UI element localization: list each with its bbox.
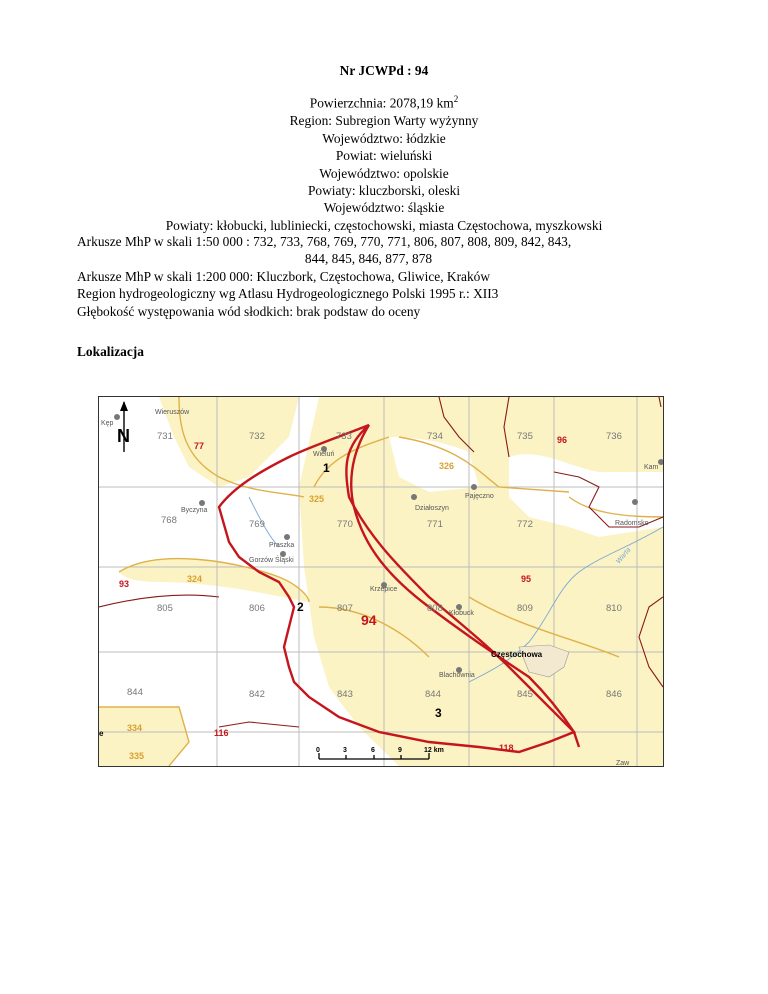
sheet-734: 734 bbox=[427, 431, 443, 442]
county-line-2: Powiaty: kluczborski, oleski bbox=[307, 182, 461, 198]
boundary-point-3: 3 bbox=[435, 706, 442, 720]
mhp-200k-line: Arkusze MhP w skali 1:200 000: Kluczbork, Częstochowa, Gliwice, Kraków bbox=[77, 268, 491, 284]
region-334: 334 bbox=[127, 723, 143, 733]
scale-label-12km: 12 km bbox=[424, 747, 444, 754]
county-line-3: Powiaty: kłobucki, lubliniecki, częstochowski, miasta Częstochowa, myszkowski bbox=[165, 217, 603, 233]
voivodeship-line-2: Województwo: opolskie bbox=[319, 165, 449, 181]
town-pajeczno: Pajęczno bbox=[465, 493, 494, 500]
town-byczyna: Byczyna bbox=[181, 507, 208, 514]
town-radomsko: Radomsko bbox=[615, 520, 649, 527]
voivodeship-line-3: Województwo: śląskie bbox=[323, 200, 445, 216]
aquifer-zone-east bbox=[299, 397, 663, 766]
sheet-733: 733 bbox=[336, 431, 352, 442]
area-superscript: 2 bbox=[453, 94, 459, 105]
area-line bbox=[0, 91, 768, 112]
sheet-808: 808 bbox=[427, 603, 443, 614]
region-93: 93 bbox=[119, 579, 130, 589]
scale-label-9: 9 bbox=[398, 747, 402, 754]
mhp-50k-line-2: 844, 845, 846, 877, 878 bbox=[304, 251, 433, 267]
sheet-768: 768 bbox=[161, 515, 177, 526]
town-klobuck: Kłobuck bbox=[449, 610, 474, 617]
river-warta-label: Warta bbox=[615, 546, 633, 566]
sheet-769: 769 bbox=[249, 519, 265, 530]
region-335: 335 bbox=[129, 751, 145, 761]
location-map bbox=[98, 396, 664, 767]
sheet-806: 806 bbox=[249, 603, 265, 614]
town-kep: Kęp bbox=[101, 420, 114, 427]
sheet-844-west: 844 bbox=[127, 687, 143, 698]
sheet-771: 771 bbox=[427, 519, 443, 530]
boundary-point-2: 2 bbox=[297, 600, 304, 614]
map-canvas bbox=[99, 397, 663, 766]
town-wieruszow: Wieruszów bbox=[155, 409, 190, 416]
boundary-point-1: 1 bbox=[323, 461, 330, 475]
town-wielun: Wieluń bbox=[313, 451, 335, 458]
aquifer-zone-band bbox=[119, 559, 309, 602]
sheet-844: 844 bbox=[425, 689, 441, 700]
scale-label-6: 6 bbox=[371, 747, 375, 754]
town-zaw: Zaw bbox=[616, 760, 630, 766]
hydro-region-line: Region hydrogeologiczny wg Atlasu Hydrogeologicznego Polski 1995 r.: XII3 bbox=[77, 286, 499, 302]
town-praszka: Praszka bbox=[269, 542, 295, 549]
sheet-807: 807 bbox=[337, 603, 353, 614]
sheet-810: 810 bbox=[606, 603, 622, 614]
unit-94-label: 94 bbox=[361, 612, 377, 628]
sheet-843: 843 bbox=[337, 689, 353, 700]
sheet-731: 731 bbox=[157, 431, 173, 442]
sheet-736: 736 bbox=[606, 431, 622, 442]
sheet-846: 846 bbox=[606, 689, 622, 700]
town-blachownia: Blachownia bbox=[439, 672, 475, 679]
sheet-732: 732 bbox=[249, 431, 265, 442]
sheet-735: 735 bbox=[517, 431, 533, 442]
sheet-772: 772 bbox=[517, 519, 533, 530]
north-label: N bbox=[117, 426, 130, 446]
region-line: Region: Subregion Warty wyżynny bbox=[289, 113, 479, 129]
depth-line: Głębokość występowania wód słodkich: brak podstaw do oceny bbox=[77, 303, 421, 319]
document-header bbox=[0, 62, 768, 234]
town-gorzow: Gorzów Śląski bbox=[249, 557, 294, 564]
town-dzialoszyn: Działoszyn bbox=[415, 505, 449, 512]
region-118: 118 bbox=[499, 743, 514, 753]
sheet-842: 842 bbox=[249, 689, 265, 700]
region-326: 326 bbox=[439, 461, 455, 471]
document-title: Nr JCWPd : 94 bbox=[339, 63, 429, 78]
area-label: Powierzchnia: 2078,19 km bbox=[309, 95, 454, 111]
region-96: 96 bbox=[557, 435, 568, 445]
region-324: 324 bbox=[187, 574, 203, 584]
mhp-50k-line-1: Arkusze MhP w skali 1:50 000 : 732, 733, 768, 769, 770, 771, 806, 807, 808, 809, 842, 843, bbox=[77, 234, 572, 249]
scale-label-0: 0 bbox=[316, 747, 320, 754]
sheet-805: 805 bbox=[157, 603, 173, 614]
county-line-1: Powiat: wieluński bbox=[335, 148, 433, 164]
document-details bbox=[77, 233, 737, 320]
town-kam: Kam bbox=[644, 464, 659, 471]
sheet-809: 809 bbox=[517, 603, 533, 614]
voivodeship-line-1: Województwo: łódzkie bbox=[322, 130, 446, 146]
scale-label-3: 3 bbox=[343, 747, 347, 754]
region-325: 325 bbox=[309, 494, 325, 504]
sheet-770: 770 bbox=[337, 519, 353, 530]
region-77: 77 bbox=[194, 441, 205, 451]
region-116: 116 bbox=[214, 728, 229, 738]
region-95: 95 bbox=[521, 574, 532, 584]
town-czestochowa: Częstochowa bbox=[491, 650, 543, 659]
edge-letter: e bbox=[99, 729, 104, 738]
section-title-location: Lokalizacja bbox=[77, 344, 144, 359]
town-krzepice: Krzepice bbox=[370, 586, 398, 593]
sheet-845: 845 bbox=[517, 689, 533, 700]
